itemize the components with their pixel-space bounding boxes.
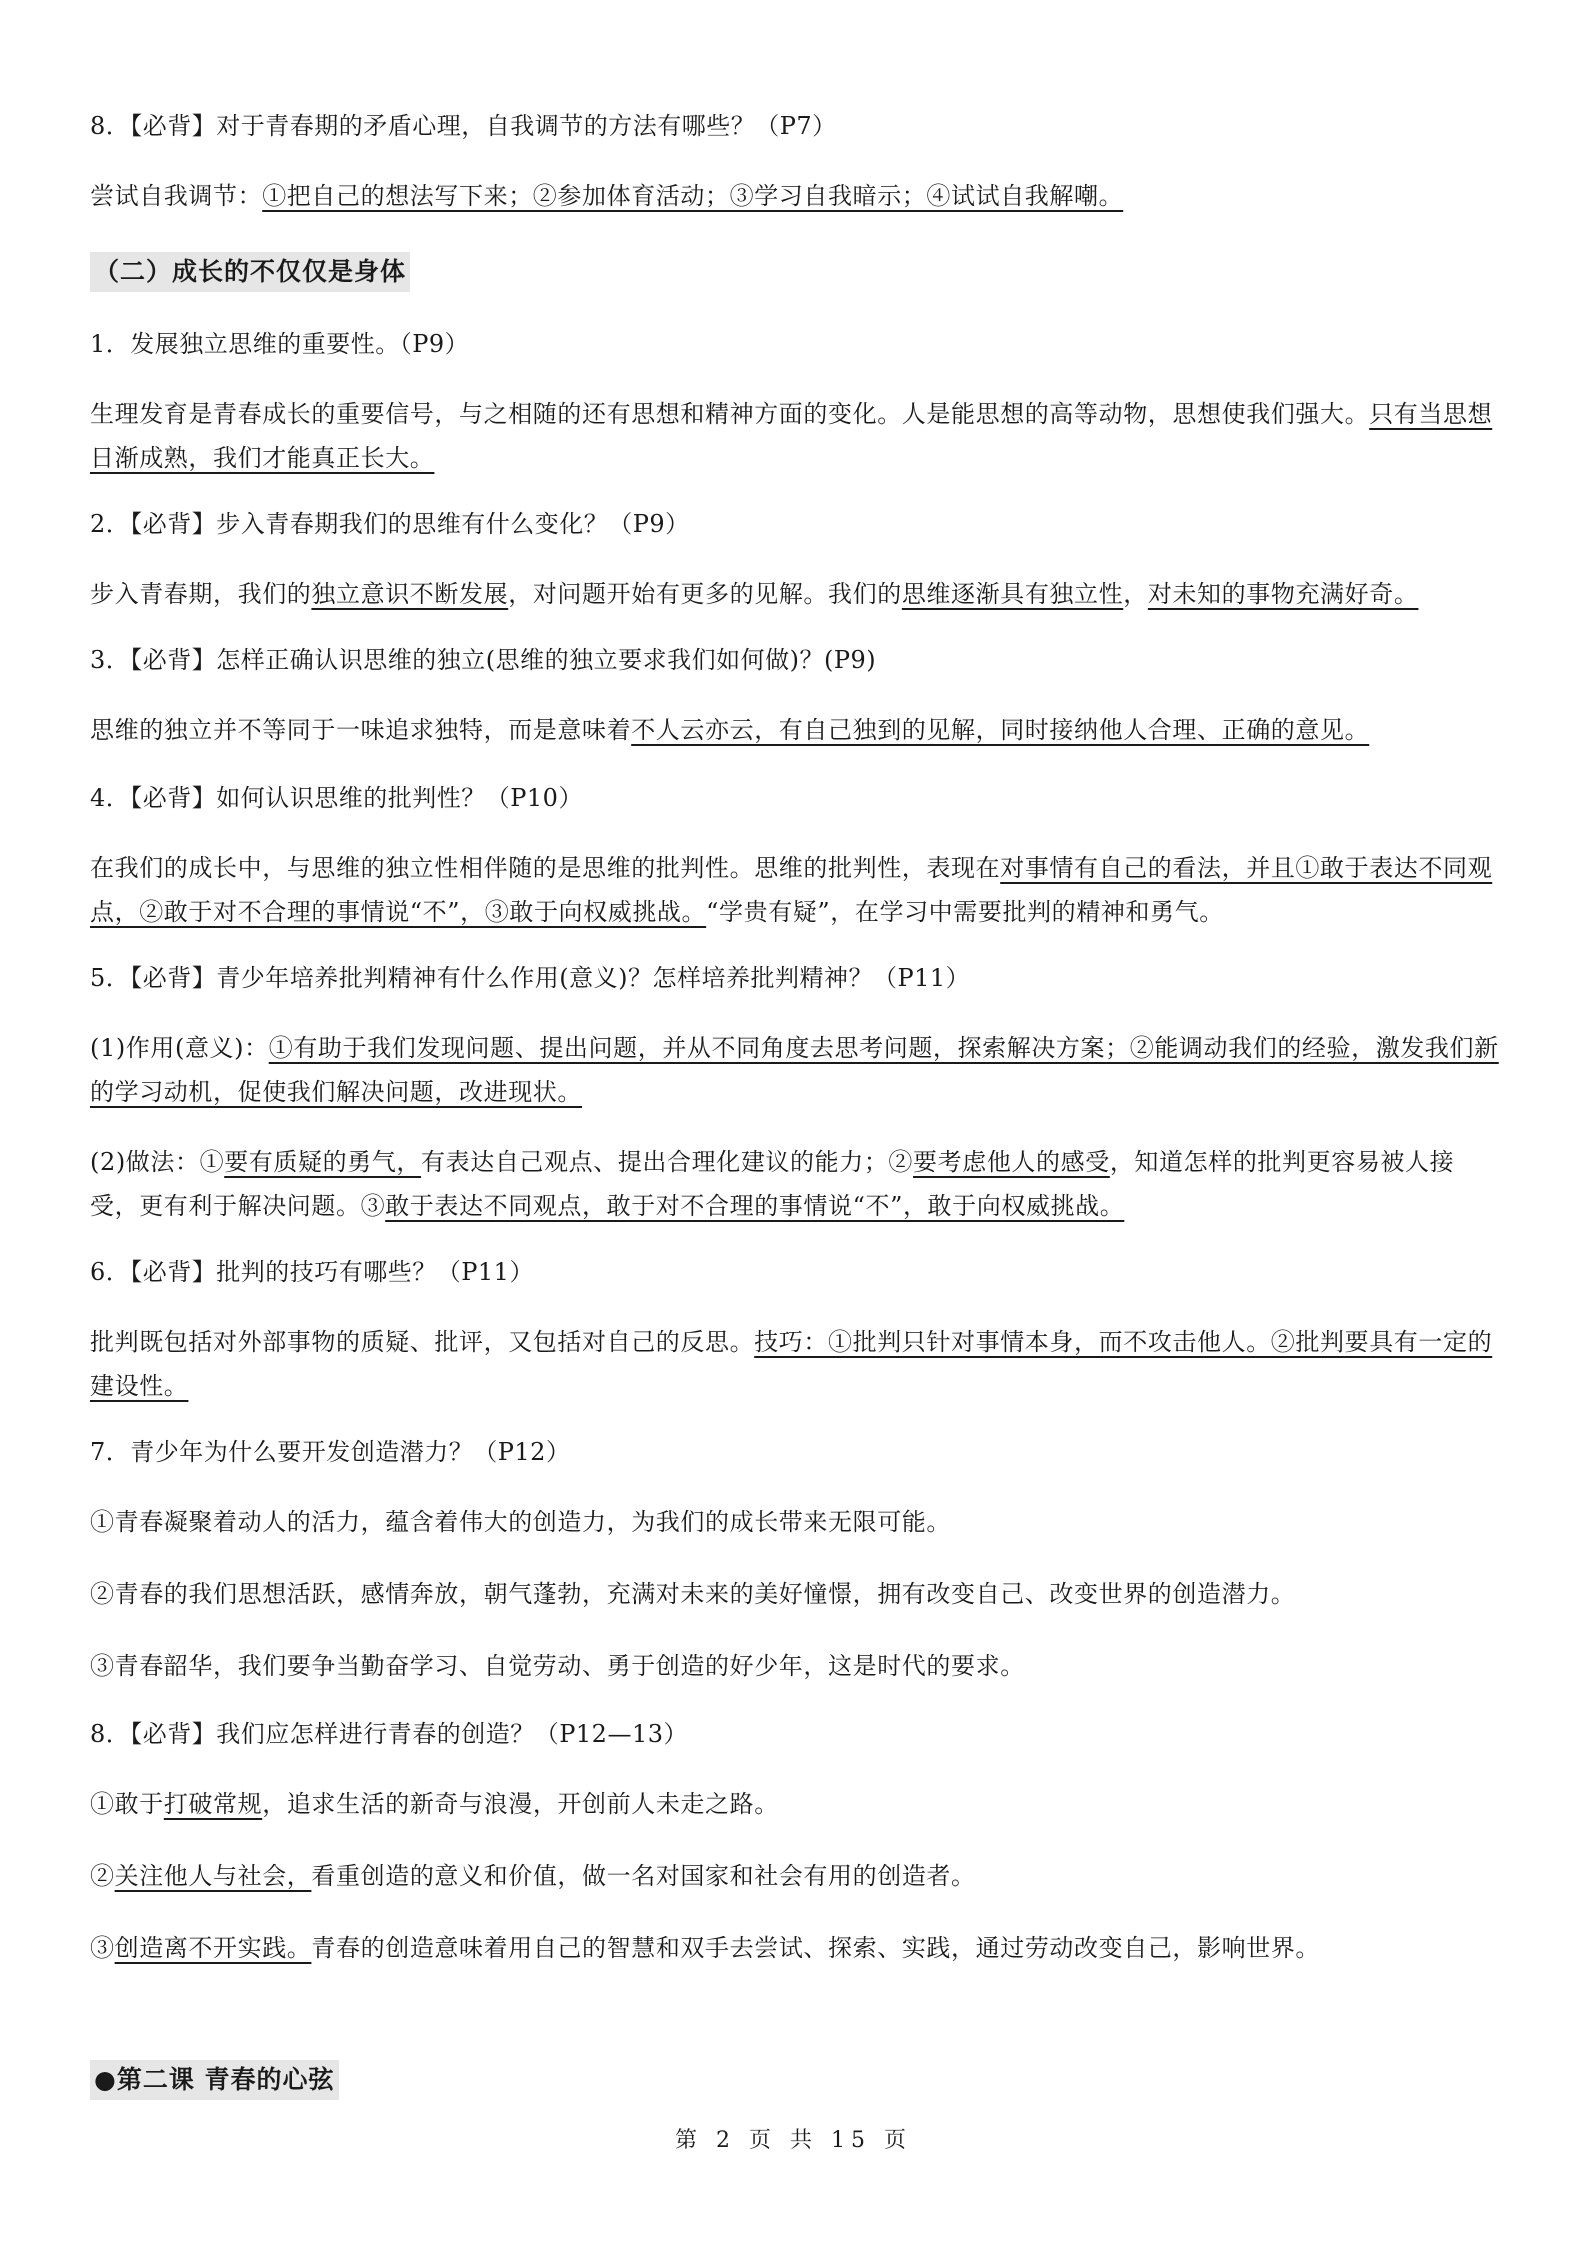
answer-underlined: 关注他人与社会， (114, 1862, 312, 1890)
answer-underlined: 不人云亦云，有自己独到的见解，同时接纳他人合理、正确的意见。 (631, 716, 1370, 744)
section-heading-growth: （二）成长的不仅仅是身体 (90, 252, 410, 292)
answer-text: 有表达自己观点、提出合理化建议的能力；② (421, 1148, 914, 1176)
question-3-independence: 3．【必背】怎样正确认识思维的独立(思维的独立要求我们如何做)？(P9) (90, 646, 877, 674)
document-body (90, 108, 1500, 1998)
answer-5-part-2 (90, 1140, 1500, 1228)
answer-underlined: 打破常规 (163, 1790, 263, 1818)
answer-8-self-regulation (90, 174, 1500, 218)
question-1-independent-thinking: 1．发展独立思维的重要性。（P9） (90, 330, 470, 358)
answer-underlined: ①有助于我们发现问题、提出问题，并从不同角度去思考问题，探索解决方案；②能调动我们的经验，激发我们新的学习动机，促使我们解决问题，改进现状。 (90, 1034, 1499, 1106)
answer-8-item-2 (90, 1854, 1500, 1898)
answer-underlined: 技巧：①批判只针对事情本身，而不攻击他人。②批判要具有一定的建设性。 (90, 1328, 1493, 1400)
answer-text: (2)做法：① (90, 1148, 225, 1176)
answer-text: ，对问题开始有更多的见解。我们的 (508, 580, 902, 608)
answer-underlined: 只有当思想日渐成熟，我们才能真正长大。 (90, 400, 1493, 472)
answer-text: ，知道怎样的批判更容易被人接受，更有利于解决问题。③ (90, 1148, 1455, 1220)
answer-2 (90, 572, 1500, 616)
answer-underlined: 敢于表达不同观点，敢于对不合理的事情说“不”，敢于向权威挑战。 (385, 1192, 1125, 1220)
question-6-critique-skills: 6．【必背】批判的技巧有哪些？（P11） (90, 1258, 534, 1286)
answer-underlined: 思维逐渐具有独立性 (901, 580, 1124, 608)
answer-text: ，追求生活的新奇与浪漫，开创前人未走之路。 (262, 1790, 779, 1818)
answer-text: (1)作用(意义)： (90, 1034, 269, 1062)
answer-underlined: 对未知的事物充满好奇。 (1147, 580, 1419, 608)
answer-text: 批判既包括对外部事物的质疑、批评，又包括对自己的反思。 (90, 1328, 755, 1356)
question-8-youth-creation: 8．【必背】我们应怎样进行青春的创造？（P12—13） (90, 1720, 688, 1748)
answer-underlined: 创造离不开实践。 (114, 1934, 312, 1962)
answer-8-item-1 (90, 1782, 1500, 1826)
answer-text: ③ (90, 1934, 115, 1962)
answer-6 (90, 1320, 1500, 1408)
answer-underlined: ①把自己的想法写下来；②参加体育活动；③学习自我暗示；④试试自我解嘲。 (262, 182, 1124, 210)
question-7-creative-potential: 7．青少年为什么要开发创造潜力？（P12） (90, 1438, 571, 1466)
answer-7-item-1: ①青春凝聚着动人的活力，蕴含着伟大的创造力，为我们的成长带来无限可能。 (90, 1508, 951, 1536)
answer-underlined: 对事情有自己的看法，并且①敢于表达不同观点，②敢于对不合理的事情说“不”，③敢于向权威挑战。 (90, 854, 1493, 926)
answer-text: “学贵有疑”，在学习中需要批判的精神和勇气。 (706, 898, 1224, 926)
answer-text: 步入青春期，我们的 (90, 580, 312, 608)
answer-text: 在我们的成长中，与思维的独立性相伴随的是思维的批判性。思维的批判性，表现在 (90, 854, 1001, 882)
answer-underlined: 要有质疑的勇气， (224, 1148, 422, 1176)
answer-underlined: 要考虑他人的感受 (913, 1148, 1110, 1176)
answer-underlined: 独立意识不断发展 (311, 580, 509, 608)
answer-text: 思维的独立并不等同于一味追求独特，而是意味着 (90, 716, 632, 744)
answer-1 (90, 392, 1500, 480)
lesson-2-heading: ●第二课 青春的心弦 (90, 2060, 339, 2100)
answer-7-item-3: ③青春韶华，我们要争当勤奋学习、自觉劳动、勇于创造的好少年，这是时代的要求。 (90, 1652, 1025, 1680)
answer-4 (90, 846, 1500, 934)
answer-8-item-3 (90, 1926, 1500, 1970)
answer-text: 生理发育是青春成长的重要信号，与之相随的还有思想和精神方面的变化。人是能思想的高等动物，思想使我们强大。 (90, 400, 1370, 428)
question-8-self-regulation: 8．【必背】对于青春期的矛盾心理，自我调节的方法有哪些？（P7） (90, 112, 837, 140)
answer-7-item-2: ②青春的我们思想活跃，感情奔放，朝气蓬勃，充满对未来的美好憧憬，拥有改变自己、改变世界的创造潜力。 (90, 1580, 1296, 1608)
question-5-critical-spirit: 5．【必背】青少年培养批判精神有什么作用(意义)？怎样培养批判精神？（P11） (90, 964, 971, 992)
answer-text: 尝试自我调节： (90, 182, 263, 210)
answer-3 (90, 708, 1500, 752)
answer-text: 看重创造的意义和价值，做一名对国家和社会有用的创造者。 (311, 1862, 976, 1890)
answer-text: ， (1123, 580, 1148, 608)
page-footer: 第 2 页 共 15 页 (675, 2128, 912, 2153)
answer-text: 青春的创造意味着用自己的智慧和双手去尝试、探索、实践，通过劳动改变自己，影响世界。 (311, 1934, 1321, 1962)
answer-5-part-1 (90, 1026, 1500, 1114)
question-2-thinking-change: 2．【必背】步入青春期我们的思维有什么变化？（P9） (90, 510, 690, 538)
answer-text: ①敢于 (90, 1790, 164, 1818)
answer-text: ② (90, 1862, 115, 1890)
question-4-critical-thinking: 4．【必背】如何认识思维的批判性？（P10） (90, 784, 583, 812)
